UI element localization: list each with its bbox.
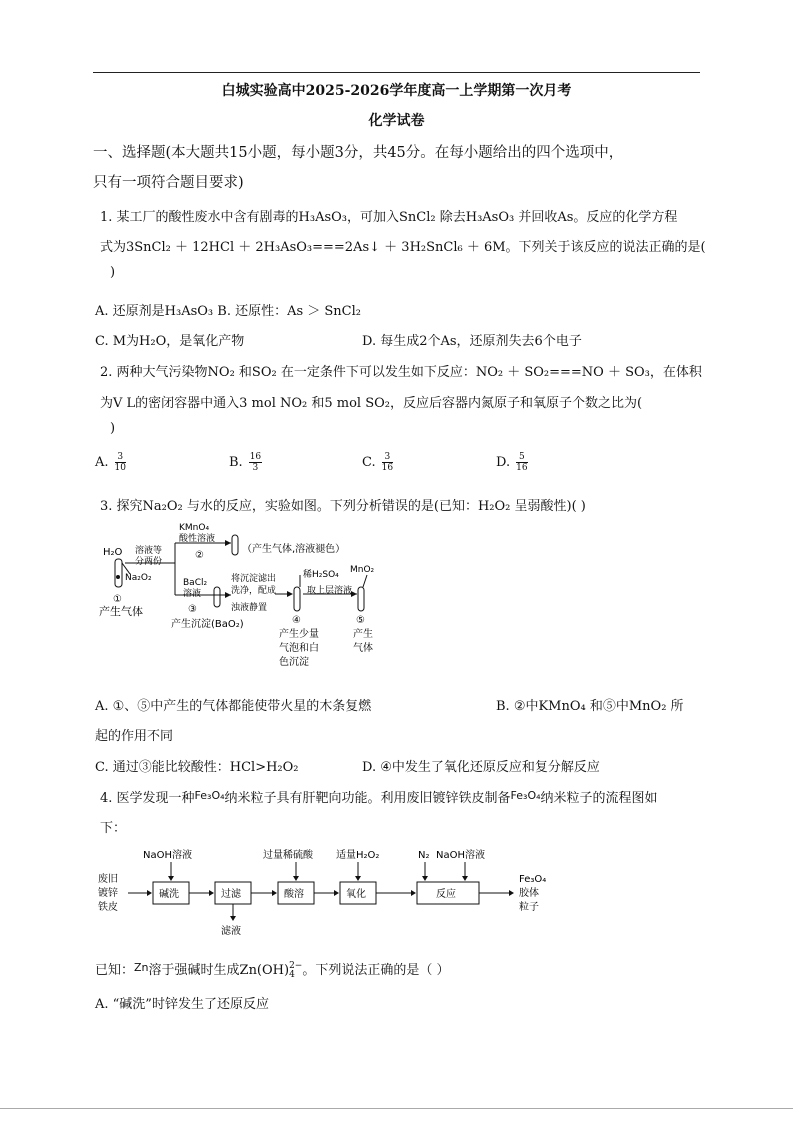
q3-stem: 3. 探究Na₂O₂ 与水的反应，实验如图。下列分析错误的是(已知：H₂O₂ 呈弱酸性)( ): [100, 499, 586, 514]
flow-acid-in: 过量稀硫酸: [263, 850, 313, 861]
q2-option-c: C. $\frac{3}{16}$: [362, 452, 394, 473]
bottom-rule: [0, 1108, 793, 1109]
flow-step-wash: 碱洗: [159, 889, 179, 900]
label-obs-4-1: 产生少量: [279, 629, 319, 640]
label-obs-5-1: 产生: [353, 629, 373, 640]
label-kmno4: KMnO₄: [179, 523, 210, 533]
label-split-1: 溶液等: [135, 546, 163, 556]
flow-naoh-2: NaOH溶液: [436, 850, 485, 861]
q4-stem: 4. 医学发现一种$^{Fe_3O_4}$纳米粒子具有肝靶向功能。利用废旧镀锌铁皮制备$^{Fe_3O_4}$纳米粒子的流程图如: [100, 789, 658, 806]
label-obs-4-3: 色沉淀: [279, 657, 309, 668]
flow-product-2: 胶体: [519, 888, 539, 899]
q3-experiment-diagram: [95, 517, 395, 677]
flow-product-1: Fe₃O₄: [519, 874, 547, 885]
q1-stem-cont: 式为3SnCl₂ ＋ 12HCl ＋ 2H₃AsO₃===2As↓ ＋ 3H₂SnCl₆ ＋ 6M。下列关于该反应的说法正确的是(: [100, 240, 706, 255]
flow-step-oxidize: 氧化: [346, 889, 366, 900]
q2-stem-close: ): [110, 421, 116, 436]
label-upper-layer: 取上层溶液: [307, 586, 353, 596]
q2-stem-cont: 为V L的密闭容器中通入3 mol NO₂ 和5 mol SO₂，反应后容器内氮原子和氧原子个数之比为(: [100, 396, 643, 411]
label-h2o: H₂O: [103, 547, 123, 558]
flow-h2o2-in: 适量H₂O₂: [336, 850, 380, 861]
label-obs-5-2: 气体: [353, 643, 373, 654]
step-4: ④: [292, 615, 301, 626]
q1-option-a: A. 还原剂是H₃AsO₃ B. 还原性：As ＞ SnCl₂: [95, 304, 361, 319]
exam-title: 白城实验高中2025-2026学年度高一上学期第一次月考: [221, 83, 572, 99]
flow-product-3: 粒子: [519, 902, 539, 913]
flow-n2: N₂: [418, 850, 430, 861]
label-obs-2: （产生气体,溶液褪色）: [242, 544, 346, 555]
label-obs-4-2: 气泡和白: [279, 643, 319, 654]
flow-step-acid: 酸溶: [284, 889, 304, 900]
q3-option-b-cont: 起的作用不同: [95, 729, 174, 744]
q3-option-d: D. ④中发生了氧化还原反应和复分解反应: [362, 760, 600, 775]
q2-option-d: D. $\frac{5}{16}$: [496, 452, 528, 473]
q3-option-a: A. ①、⑤中产生的气体都能使带火星的木条复燃: [95, 699, 372, 714]
q3-option-c: C. 通过③能比较酸性：HCl>H₂O₂: [95, 760, 299, 775]
q3-option-b: B. ②中KMnO₄ 和⑤中MnO₂ 所: [496, 699, 684, 714]
flow-source-3: 铁皮: [98, 902, 118, 913]
label-h2so4: 稀H₂SO₄: [303, 570, 339, 580]
q1-option-d: D. 每生成2个As，还原剂失去6个电子: [362, 334, 582, 349]
label-filter-1: 将沉淀滤出: [231, 574, 277, 584]
q2-option-a: A. $\frac{3}{10}$: [95, 452, 126, 473]
q2-option-b: B. $\frac{16}{3}$: [229, 452, 262, 473]
label-split-2: 分两份: [135, 557, 163, 567]
top-rule: [93, 72, 700, 73]
q4-option-a: A. “碱洗”时锌发生了还原反应: [95, 997, 269, 1012]
q4-stem-cont: 下：: [100, 821, 127, 836]
q1-option-c: C. M为H₂O，是氧化产物: [95, 334, 245, 349]
step-3: ③: [188, 604, 197, 615]
q1-stem-close: ): [110, 265, 116, 280]
section-heading-cont: 只有一项符合题目要求): [93, 175, 244, 191]
label-kmno4-acid: 酸性溶液: [179, 534, 216, 544]
flow-source-2: 镀锌: [98, 888, 118, 899]
q2-stem: 2. 两种大气污染物NO₂ 和SO₂ 在一定条件下可以发生如下反应：NO₂ ＋ SO₂===NO ＋ SO₃，在体积: [100, 365, 702, 380]
exam-subtitle: 化学试卷: [368, 113, 425, 129]
q1-stem: 1. 某工厂的酸性废水中含有剧毒的H₃AsO₃，可加入SnCl₂ 除去H₃AsO₃ 并回收As。反应的化学方程: [100, 210, 678, 225]
section-heading: 一、选择题(本大题共15小题，每小题3分，共45分。在每小题给出的四个选项中，: [93, 145, 624, 161]
label-bacl2-sol: 溶液: [183, 589, 202, 599]
q4-flow-diagram: [95, 842, 565, 942]
flow-source-1: 废旧: [98, 874, 118, 885]
label-ppt-3: 产生沉淀(BaO₂): [171, 619, 244, 630]
label-gas-1: 产生气体: [99, 605, 143, 618]
label-bacl2: BaCl₂: [183, 578, 208, 588]
flow-step-filter: 过滤: [221, 889, 241, 900]
step-5: ⑤: [356, 615, 365, 626]
label-filter-2: 洗净，配成: [231, 586, 277, 596]
flow-filtrate: 滤液: [221, 926, 241, 937]
label-filter-3: 浊液静置: [231, 603, 268, 613]
flow-step-react: 反应: [436, 889, 456, 900]
label-mno2: MnO₂: [350, 565, 375, 575]
step-1: ①: [113, 594, 122, 605]
label-na2o2: Na₂O₂: [125, 573, 152, 583]
step-2: ②: [195, 550, 204, 561]
flow-naoh-1: NaOH溶液: [143, 850, 192, 861]
q4-known: 已知：$^{Zn}$溶于强碱时生成Zn(OH) 2− 4 。下列说法正确的是（ ）: [95, 960, 450, 980]
